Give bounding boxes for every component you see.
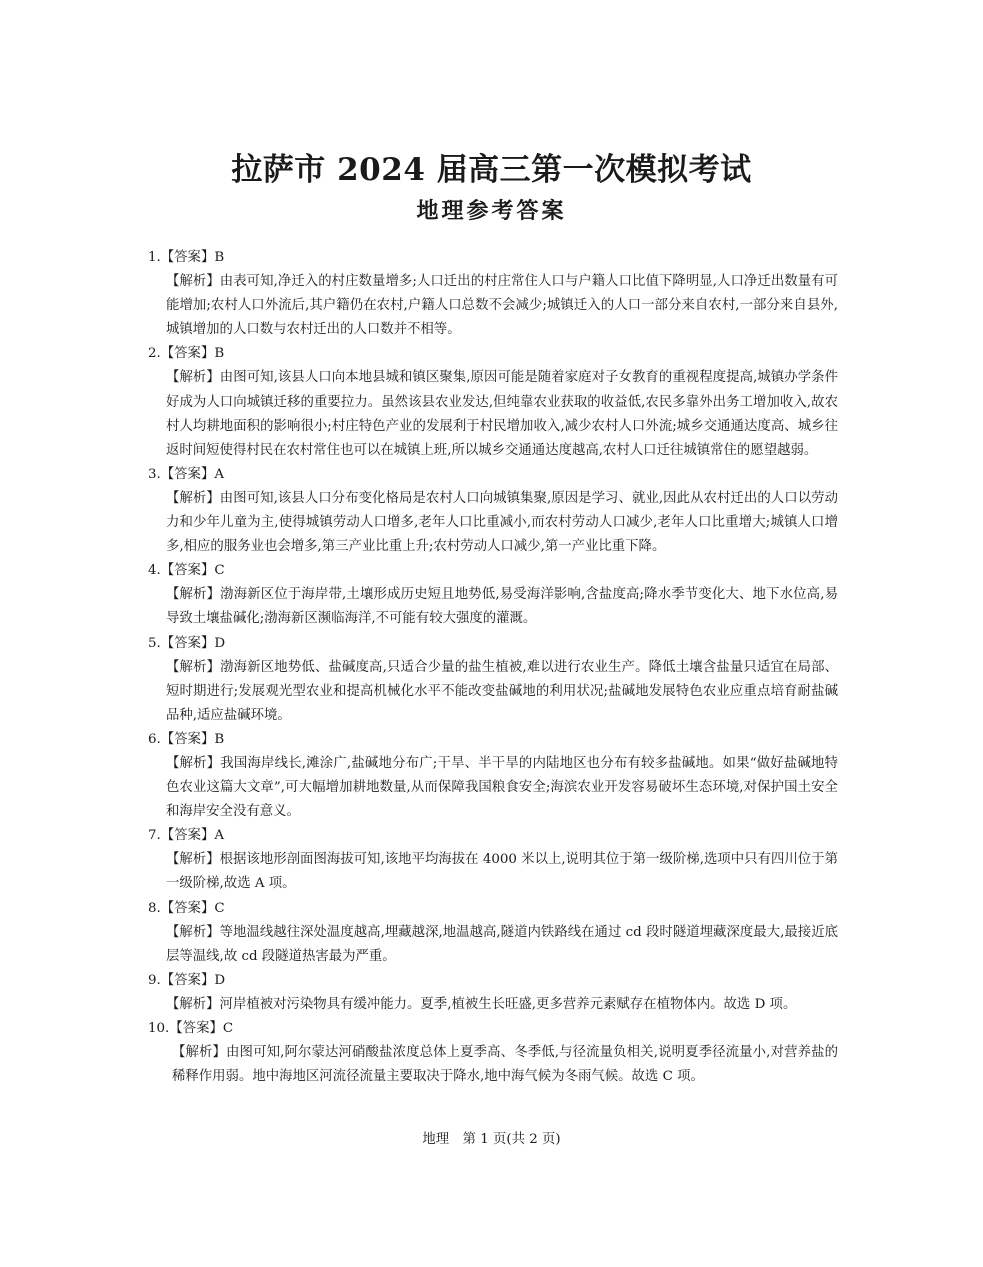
page-subtitle: 地理参考答案 <box>416 199 567 224</box>
explanation-text: 【解析】等地温线越往深处温度越高,埋藏越深,地温越高,隧道内铁路线在通过 cd 段时隧道埋藏深度最大,最接近底层等温线,故 cd 段隧道热害最为严重。 <box>166 924 838 964</box>
question-4 <box>148 559 838 631</box>
answer-line: 8.【答案】C <box>148 900 225 916</box>
explanation-text: 【解析】由图可知,该县人口向本地县城和镇区聚集,原因可能是随着家庭对子女教育的重视程度提高,城镇办学条件好成为人口向城镇迁移的重要拉力。虽然该县农业发达,但纯靠农业获取的收益低,农民多靠外出务工增加收入,故农村人均耕地面积的影响很小;村庄特色产业的发展利于村民增加收入,减少农村人口外流;城乡交通通达度高、城乡往返时间短使得村民在农村常住也可以在城镇上班,所以城乡交通通达度越高,农村人口迁往城镇常住的愿望越弱。 <box>166 370 838 458</box>
explanation-text: 【解析】由图可知,阿尔蒙达河硝酸盐浓度总体上夏季高、冬季低,与径流量负相关,说明夏季径流量小,对营养盐的稀释作用弱。地中海地区河流径流量主要取决于降水,地中海气候为冬雨气候。故选 C 项。 <box>172 1045 838 1085</box>
answer-list <box>148 246 838 1089</box>
question-8 <box>148 897 838 969</box>
answer-line: 1.【答案】B <box>148 250 225 265</box>
question-6 <box>148 728 838 824</box>
answer-line: 3.【答案】A <box>148 466 225 482</box>
explanation-text: 【解析】我国海岸线长,滩涂广,盐碱地分布广;干旱、半干旱的内陆地区也分布有较多盐碱地。如果“做好盐碱地特色农业这篇大文章”,可大幅增加耕地数量,从而保障我国粮食安全;海滨农业开发容易破坏生态环境,对保护国土安全和海岸安全没有意义。 <box>166 755 838 820</box>
explanation-text: 【解析】根据该地形剖面图海拔可知,该地平均海拔在 4000 米以上,说明其位于第一级阶梯,选项中只有四川位于第一级阶梯,故选 A 项。 <box>166 852 838 892</box>
question-2 <box>148 342 838 462</box>
explanation-text: 【解析】渤海新区位于海岸带,土壤形成历史短且地势低,易受海洋影响,含盐度高;降水季节变化大、地下水位高,易导致土壤盐碱化;渤海新区濒临海洋,不可能有较大强度的灌溉。 <box>166 587 838 627</box>
page-title: 拉萨市 2024 届高三第一次模拟考试 <box>231 152 752 188</box>
question-5 <box>148 632 838 728</box>
answer-line: 9.【答案】D <box>148 972 226 988</box>
answer-line: 2.【答案】B <box>148 346 225 362</box>
answer-line: 7.【答案】A <box>148 828 225 844</box>
question-10 <box>148 1017 838 1089</box>
question-9 <box>148 969 838 1017</box>
answer-line: 6.【答案】B <box>148 731 225 747</box>
explanation-text: 【解析】渤海新区地势低、盐碱度高,只适合少量的盐生植被,难以进行农业生产。降低土壤含盐量只适宜在局部、短时期进行;发展观光型农业和提高机械化水平不能改变盐碱地的利用状况;盐碱地发展特色农业应重点培育耐盐碱品种,适应盐碱环境。 <box>166 659 838 723</box>
explanation-text: 【解析】由表可知,净迁入的村庄数量增多;人口迁出的村庄常住人口与户籍人口比值下降明显,人口净迁出数量有可能增加;农村人口外流后,其户籍仍在农村,户籍人口总数不会减少;城镇迁入的人口一部分来自农村,一部分来自县外,城镇增加的人口数与农村迁出的人口数并不相等。 <box>166 274 838 338</box>
answer-line: 4.【答案】C <box>148 563 225 579</box>
page-footer: 地理 第 1 页(共 2 页) <box>422 1132 561 1147</box>
question-1 <box>148 246 838 342</box>
answer-line: 10.【答案】C <box>148 1021 234 1036</box>
question-3 <box>148 463 838 559</box>
explanation-text: 【解析】由图可知,该县人口分布变化格局是农村人口向城镇集聚,原因是学习、就业,因此从农村迁出的人口以劳动力和少年儿童为主,使得城镇劳动人口增多,老年人口比重减小,而农村劳动人口减少,老年人口比重增大;城镇人口增多,相应的服务业也会增多,第三产业比重上升;农村劳动人口减少,第一产业比重下降。 <box>166 490 838 555</box>
explanation-text: 【解析】河岸植被对污染物具有缓冲能力。夏季,植被生长旺盛,更多营养元素赋存在植物体内。故选 D 项。 <box>166 996 797 1012</box>
answer-line: 5.【答案】D <box>148 635 226 651</box>
question-7 <box>148 824 838 896</box>
